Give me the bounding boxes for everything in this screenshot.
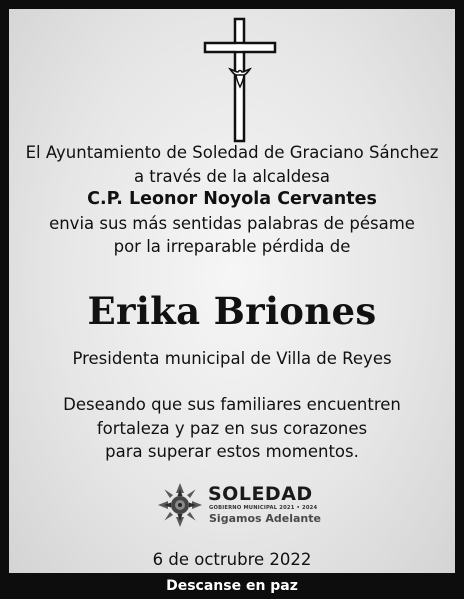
deceased-name: Erika Briones <box>87 289 377 333</box>
wish-line-2: fortaleza y paz en sus corazones <box>96 418 368 438</box>
mayor-name: C.P. Leonor Noyola Cervantes <box>87 189 377 209</box>
wish-text <box>9 393 455 464</box>
intro-line-5: por la irreparable pérdida de <box>113 237 351 256</box>
footer-banner: Descanse en paz <box>9 573 455 599</box>
soledad-logo <box>156 481 321 529</box>
logo-slogan: Sigamos Adelante <box>209 512 321 525</box>
intro-line-2: a través de la alcaldesa <box>133 166 331 186</box>
wish-line-3: para superar estos momentos. <box>105 442 359 461</box>
wish-line-1: Deseando que sus familiares encuentren <box>63 395 401 414</box>
intro-text <box>9 141 455 259</box>
cross-with-dove-icon <box>200 17 280 145</box>
soledad-star-emblem-icon <box>156 481 204 529</box>
logo-wordmark: SOLEDAD <box>208 483 313 505</box>
deceased-role: Presidenta municipal de Villa de Reyes <box>72 349 392 368</box>
notice-date: 6 de octrubre 2022 <box>152 550 312 569</box>
intro-line-1: El Ayuntamiento de Soledad de Graciano Sánchez <box>25 143 439 162</box>
logo-subtitle: GOBIERNO MUNICIPAL 2021 • 2024 <box>209 505 318 511</box>
intro-line-4: envia sus más sentidas palabras de pésame <box>49 213 415 233</box>
